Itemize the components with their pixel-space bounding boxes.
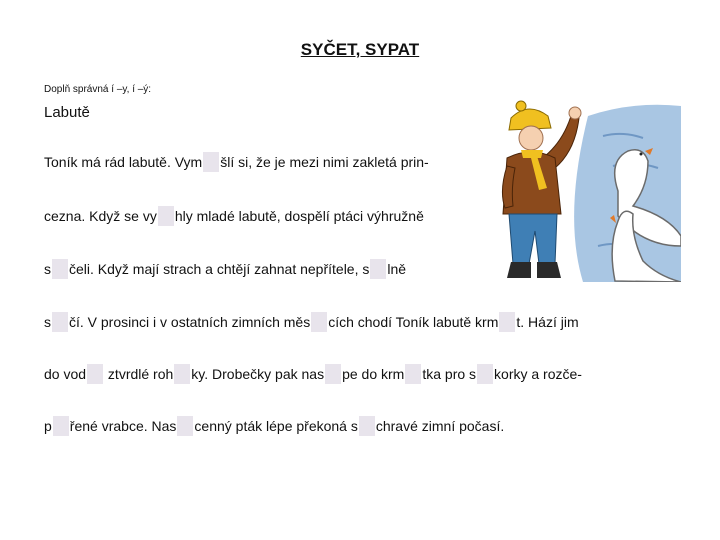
blank-field[interactable] (370, 259, 386, 279)
blank-field[interactable] (174, 364, 190, 384)
blank-field[interactable] (325, 364, 341, 384)
text-line: s čí. V prosinci i v ostatních zimních měs cích chodí Toník labutě krm t. Hází jim (44, 314, 579, 330)
text-line: p řené vrabce. Nas cenný pták lépe překoná s chravé zimní počasí. (44, 418, 505, 434)
blank-field[interactable] (52, 259, 68, 279)
blank-field[interactable] (177, 416, 193, 436)
blank-field[interactable] (311, 312, 327, 332)
blank-field[interactable] (158, 206, 174, 226)
blank-field[interactable] (499, 312, 515, 332)
blank-field[interactable] (52, 312, 68, 332)
blank-field[interactable] (87, 364, 103, 384)
blank-field[interactable] (405, 364, 421, 384)
text-line: do vod ztvrdlé roh ky. Drobečky pak nas pe do krm tka pro s korky a rozče- (44, 366, 582, 382)
text-line: s čeli. Když mají strach a chtějí zahnat nepřítele, s lně (44, 261, 407, 277)
text-line: cezna. Když se vy hly mladé labutě, dospělí ptáci výhružně (44, 208, 424, 224)
text-line: Toník má rád labutě. Vym šlí si, že je mezi nimi zakletá prin- (44, 154, 429, 170)
blank-field[interactable] (53, 416, 69, 436)
blank-field[interactable] (477, 364, 493, 384)
blank-field[interactable] (359, 416, 375, 436)
boy-and-swans-illustration (493, 96, 681, 282)
text-heading: Labutě (44, 104, 90, 121)
page-title: SYČET, SYPAT (300, 40, 420, 59)
instruction: Doplň správná í –y, í –ý: (44, 84, 152, 95)
blank-field[interactable] (203, 152, 219, 172)
